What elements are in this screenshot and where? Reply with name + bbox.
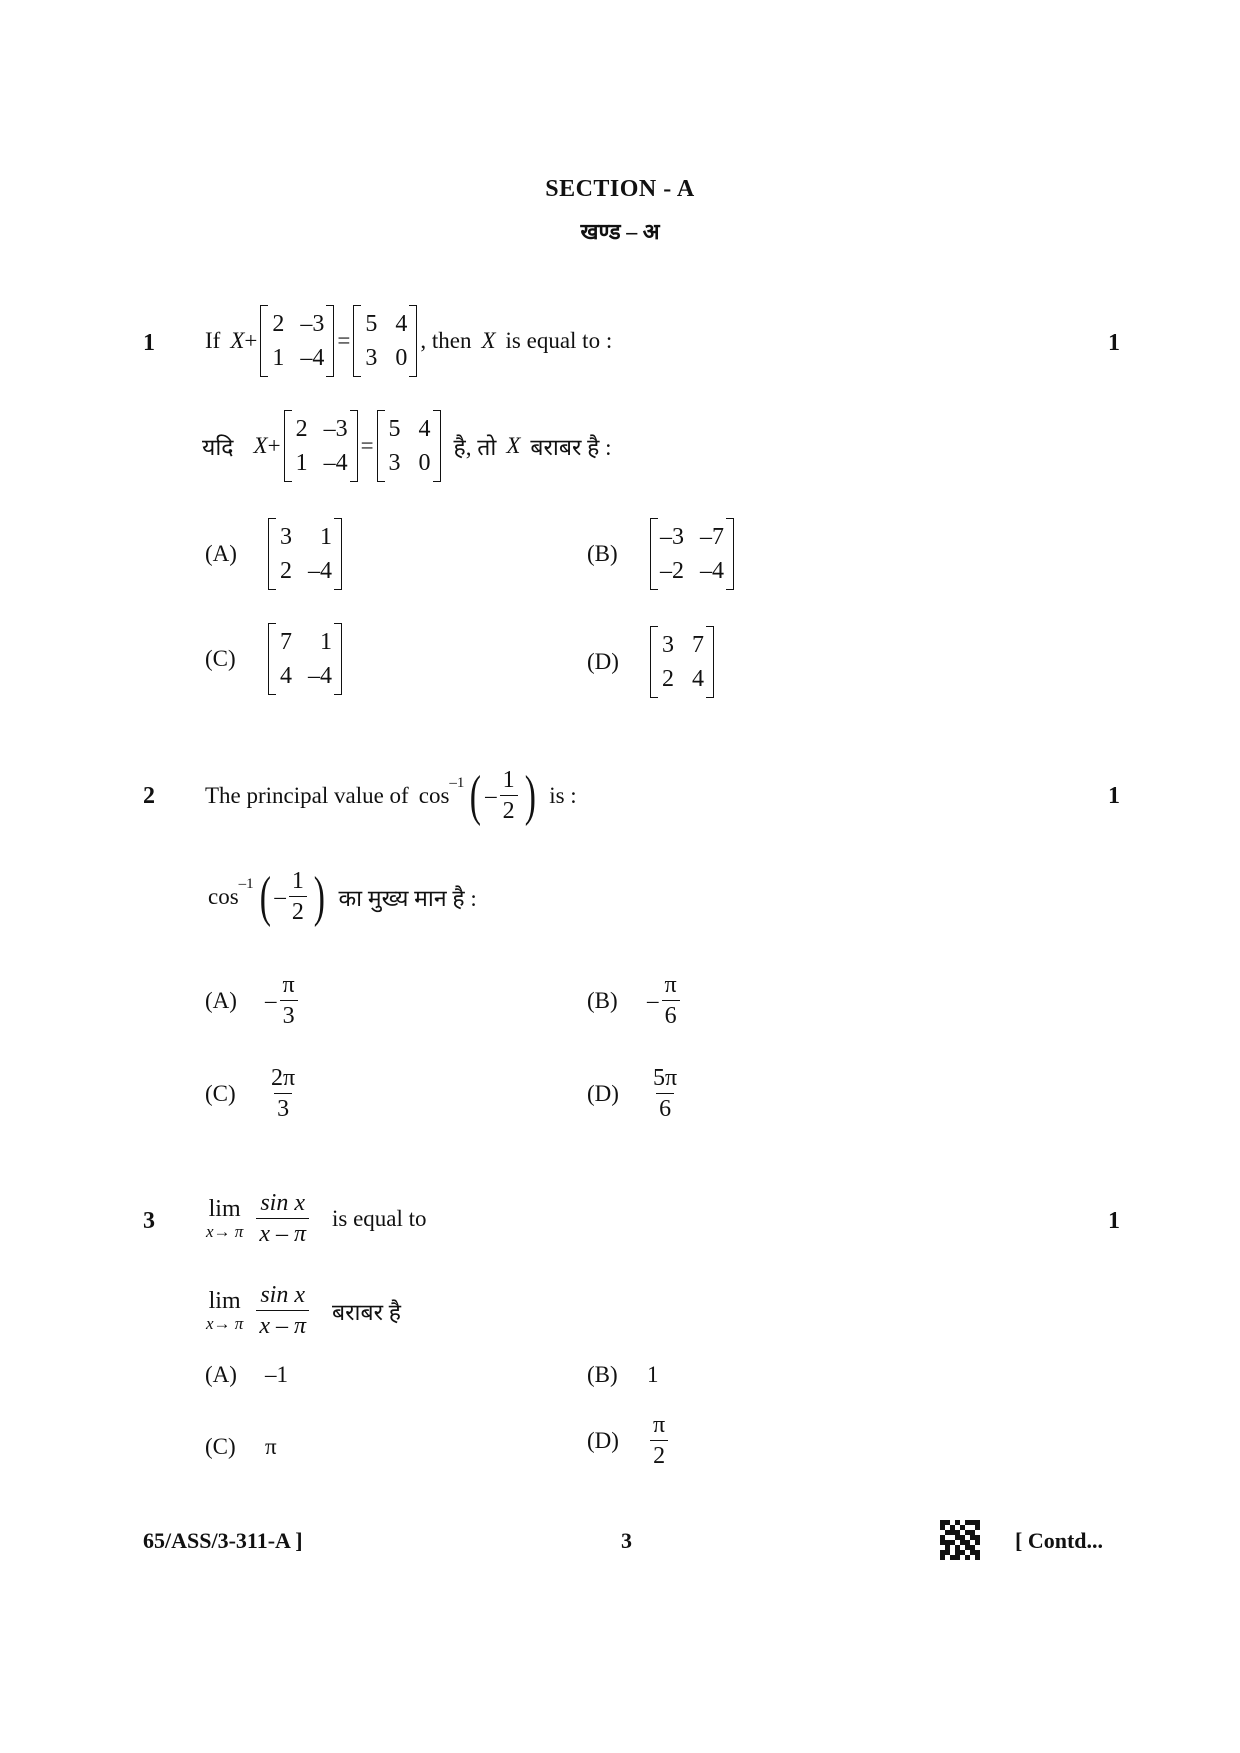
question-1-english — [205, 305, 612, 377]
question-marks: 1 — [1108, 1208, 1120, 1234]
option-b: (B) – $\frac{\pi}{6}$ — [587, 970, 683, 1031]
equals-sign: = — [360, 433, 374, 458]
plus-sign: + — [267, 433, 281, 458]
word-then-hindi: है, तो — [453, 435, 497, 460]
question-tail-hindi: बराबर है : — [530, 435, 612, 460]
word-if: If — [205, 328, 221, 353]
option-d: (D) $\frac{\pi}{2}$ — [587, 1410, 671, 1471]
question-tail-hindi: का मुख्य मान है : — [338, 885, 477, 911]
option-c: (C) 7 1 4 –4 — [205, 623, 345, 695]
continued-label: [ Contd... — [1015, 1528, 1104, 1553]
word-yadi: यदि — [202, 435, 234, 460]
question-marks: 1 — [1108, 330, 1120, 356]
section-title-hindi: खण्ड – अ — [580, 219, 660, 244]
qr-code-icon — [940, 1520, 980, 1560]
option-c: (C) π — [205, 1434, 277, 1459]
word-then: , then — [420, 328, 472, 353]
question-tail: is equal to — [332, 1205, 427, 1231]
matrix: 2 –3 1 –4 — [284, 410, 358, 482]
option-b: (B) –3 –7 –2 –4 — [587, 518, 737, 590]
option-a: (A) 3 1 2 –4 — [205, 518, 345, 590]
question-tail: is : — [549, 782, 577, 808]
question-number: 3 — [143, 1208, 155, 1234]
option-b: (B) 1 — [587, 1362, 659, 1387]
question-marks: 1 — [1108, 783, 1120, 809]
equals-sign: = — [337, 328, 351, 353]
var-x: X — [230, 328, 245, 353]
question-number: 2 — [143, 783, 155, 809]
question-2-english: The principal value of cos $^{-1}$ ( – $\frac{1}{2}$ ) is : — [205, 764, 577, 827]
question-3-hindi: lim x→ π $\frac{\text{sin x}}{x - \pi}$ बराबर है — [206, 1282, 401, 1339]
question-number: 1 — [143, 330, 155, 356]
matrix: 2 –3 1 –4 — [260, 305, 334, 377]
option-a: (A) – $\frac{\pi}{3}$ — [205, 970, 301, 1031]
question-2-hindi: cos $^{-1}$ ( – $\frac{1}{2}$ ) का मुख्य मान है : — [208, 865, 477, 928]
var-x: X — [481, 328, 496, 353]
option-a: (A) –1 — [205, 1362, 288, 1387]
var-x: X — [253, 433, 268, 458]
question-1-hindi — [202, 410, 612, 482]
question-tail: is equal to : — [505, 328, 613, 353]
option-d: (D) 3 7 2 4 — [587, 626, 717, 698]
question-3-english: lim x→ π $\frac{\text{sin x}}{x - \pi}$ is equal to — [206, 1190, 427, 1247]
cos-function: cos — [418, 782, 450, 808]
question-text: The principal value of — [205, 782, 409, 808]
option-c: (C) $\frac{2\pi}{3}$ — [205, 1065, 296, 1122]
section-title: SECTION - A — [545, 176, 695, 202]
option-d: (D) $\frac{5\pi}{6}$ — [587, 1065, 678, 1122]
var-x: X — [506, 433, 521, 458]
question-tail-hindi: बराबर है — [332, 1299, 401, 1325]
matrix: 5 4 3 0 — [377, 410, 441, 482]
page-number: 3 — [621, 1528, 632, 1553]
plus-sign: + — [244, 328, 258, 353]
matrix: 5 4 3 0 — [353, 305, 417, 377]
cos-function: cos — [208, 883, 239, 909]
paper-code: 65/ASS/3-311-A ] — [143, 1528, 303, 1553]
